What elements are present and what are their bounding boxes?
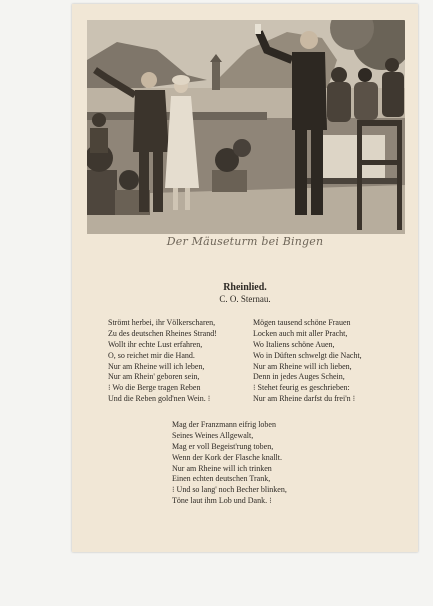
poem-line: Mag der Franzmann eifrig loben — [172, 420, 276, 429]
poem-line: O, so reichet mir die Hand. — [108, 350, 195, 360]
illustration-caption: Der Mäuseturm bei Bingen — [166, 235, 324, 248]
poem-title: Rheinlied. — [223, 282, 267, 293]
poem-line: Seines Weines Allgewalt, — [172, 430, 254, 440]
poem-line: Einen echten deutschen Trank, — [172, 474, 271, 484]
poem-line: Wenn der Kork der Flasche knallt. — [172, 452, 282, 462]
poem-stanza-right — [253, 318, 362, 405]
poem-line: Locken auch mit aller Pracht, — [253, 328, 348, 338]
poem-author: C. O. Sternau. — [219, 294, 271, 304]
poem-stanza-bottom — [172, 420, 287, 507]
poem-line: Nur am Rheine darfst du frei'n ⁝ — [253, 394, 356, 404]
poem-line: Wo in Düften schwelgt die Nacht, — [253, 350, 362, 360]
poem-line: Nur am Rhein' geboren sein, — [108, 372, 200, 382]
poem-line: ⁝ Und so lang' noch Becher blinken, — [172, 485, 287, 495]
poem-line: Mag er voll Begeist'rung toben, — [172, 441, 274, 451]
poem-line: Wollt ihr echte Lust erfahren, — [108, 339, 203, 349]
poem-line: Zu des deutschen Rheines Strand! — [108, 328, 217, 338]
poem-line: Mögen tausend schöne Frauen — [253, 318, 351, 327]
poem-line: ⁝ Stehet feurig es geschrieben: — [253, 383, 350, 393]
poem-line: Nur am Rheine will ich leben, — [108, 361, 205, 371]
rhine-scene-illustration — [87, 20, 405, 234]
poem-line: Wo Italiens schöne Auen, — [253, 339, 335, 349]
poem-line: Nur am Rheine will ich lieben, — [253, 361, 352, 371]
poem-line: Strömt herbei, ihr Völkerscharen, — [108, 318, 216, 327]
poem-stanza-left — [108, 318, 217, 405]
poem-line: ⁝ Wo die Berge tragen Reben — [108, 383, 201, 393]
postcard — [72, 4, 418, 552]
poem-line: Töne laut ihm Lob und Dank. ⁝ — [172, 496, 272, 506]
poem-line: Und die Reben gold'nen Wein. ⁝ — [108, 394, 211, 404]
poem-line: Nur am Rheine will ich trinken — [172, 463, 272, 473]
poem-line: Denn in jedes Auges Schein, — [253, 372, 345, 382]
